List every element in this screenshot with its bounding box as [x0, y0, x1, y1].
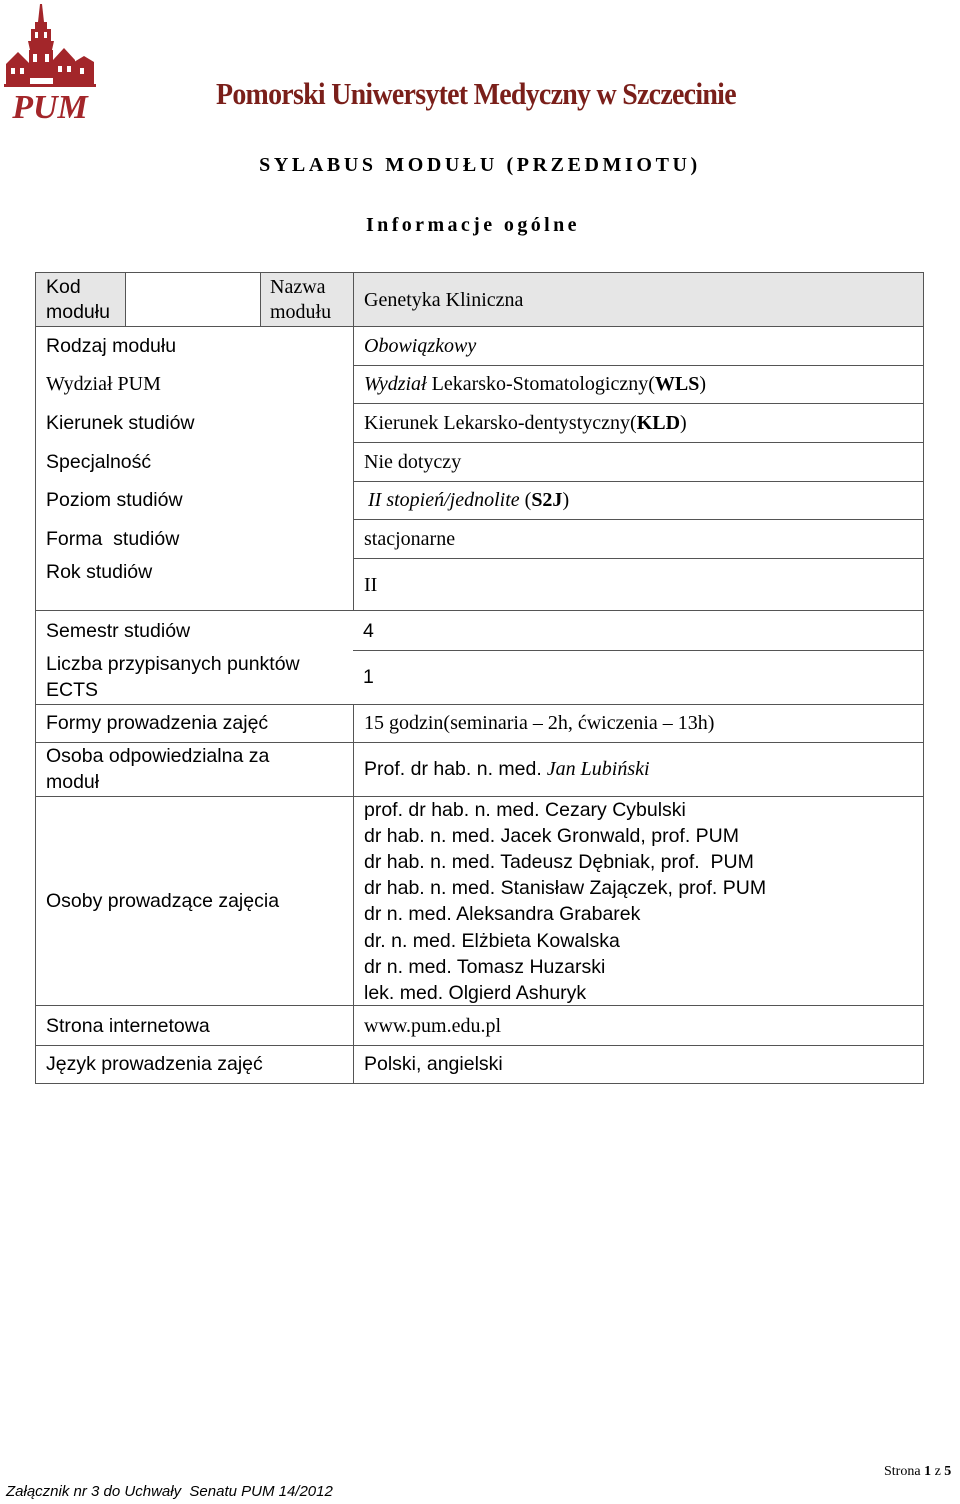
nazwa-modulu-label: Nazwa modułu — [270, 276, 332, 323]
rok-label: Rok studiów — [46, 561, 153, 583]
ects-value: 1 — [363, 666, 374, 688]
semestr-value: 4 — [363, 620, 374, 642]
poziom-value-italic: II stopień/jednolite — [368, 489, 520, 511]
nazwa-modulu-value: Genetyka Kliniczna — [364, 289, 524, 311]
poziom-value-close: ) — [562, 489, 570, 511]
formy-label: Formy prowadzenia zajęć — [46, 712, 269, 734]
wydzial-value-italic: Wydział — [364, 373, 427, 395]
document-title: SYLABUS MODUŁU (PRZEDMIOTU) — [259, 154, 701, 176]
page-mid: z — [931, 1464, 945, 1479]
rodzaj-label: Rodzaj modułu — [46, 335, 177, 357]
kierunek-value-abbr: KLD — [636, 412, 681, 434]
rodzaj-value: Obowiązkowy — [364, 335, 477, 357]
ects-label-line1: Liczba przypisanych punktów — [46, 653, 300, 675]
document-subtitle: Informacje ogólne — [366, 214, 580, 236]
logo-text: PUM — [12, 89, 88, 122]
forma-label: Forma studiów — [46, 528, 180, 550]
poziom-label: Poziom studiów — [46, 489, 183, 511]
prowadzace-item: dr hab. n. med. Stanisław Zajączek, prof. PUM — [364, 877, 767, 899]
footer-attachment-note: Załącznik nr 3 do Uchwały Senatu PUM 14/2012 — [6, 1483, 333, 1500]
osoba-value-prefix: Prof. dr hab. n. med. — [364, 758, 542, 780]
osoba-value-name: Jan Lubiński — [541, 758, 650, 780]
poziom-value-open: ( — [519, 489, 532, 511]
prowadzace-item: prof. dr hab. n. med. Cezary Cybulski — [364, 799, 686, 821]
prowadzace-item: dr hab. n. med. Tadeusz Dębniak, prof. PUM — [364, 851, 754, 873]
page-total: 5 — [944, 1464, 952, 1479]
wydzial-value-close: ) — [699, 373, 707, 395]
wydzial-value-rest: Lekarsko-Stomatologiczny( — [426, 373, 655, 395]
kierunek-value — [364, 410, 687, 436]
ects-label-line2: ECTS — [46, 679, 99, 701]
prowadzace-item: dr hab. n. med. Jacek Gronwald, prof. PUM — [364, 825, 739, 847]
osoba-label-line2: moduł — [46, 771, 100, 793]
kierunek-value-close: ) — [680, 412, 687, 434]
prowadzace-label: Osoby prowadzące zajęcia — [46, 890, 280, 912]
university-name: Pomorski Uniwersytet Medyczny w Szczecinie — [216, 76, 736, 111]
page-number — [884, 1464, 951, 1480]
osoba-value — [364, 756, 650, 782]
forma-value: stacjonarne — [364, 528, 456, 550]
osoba-label-line1: Osoba odpowiedzialna za — [46, 745, 270, 767]
specjalnosc-label: Specjalność — [46, 451, 152, 473]
poziom-value — [368, 487, 569, 513]
page-prefix: Strona — [884, 1464, 925, 1479]
pum-logo — [2, 2, 98, 122]
jezyk-label: Język prowadzenia zajęć — [46, 1053, 263, 1075]
strona-value[interactable]: www.pum.edu.pl — [364, 1015, 502, 1037]
prowadzace-item: lek. med. Olgierd Ashuryk — [364, 982, 587, 1004]
prowadzace-item: dr n. med. Tomasz Huzarski — [364, 956, 606, 978]
page-current: 1 — [924, 1464, 932, 1479]
wydzial-label: Wydział PUM — [46, 373, 161, 395]
kierunek-label: Kierunek studiów — [46, 412, 195, 434]
formy-value: 15 godzin(seminaria – 2h, ćwiczenia – 13h) — [364, 712, 715, 734]
kod-modulu-label: Kod modułu — [46, 276, 110, 323]
prowadzace-item: dr n. med. Aleksandra Grabarek — [364, 903, 641, 925]
prowadzace-item: dr. n. med. Elżbieta Kowalska — [364, 930, 620, 952]
semestr-label: Semestr studiów — [46, 620, 191, 642]
nazwa-cell-shade — [260, 273, 923, 326]
poziom-value-abbr: S2J — [531, 489, 563, 511]
rok-value: II — [364, 574, 378, 596]
strona-label: Strona internetowa — [46, 1015, 210, 1037]
wydzial-value — [364, 371, 706, 397]
specjalnosc-value: Nie dotyczy — [364, 451, 462, 473]
kierunek-value-rest: Kierunek Lekarsko-dentystyczny( — [364, 412, 637, 434]
jezyk-value: Polski, angielski — [364, 1053, 503, 1075]
wydzial-value-abbr: WLS — [654, 373, 700, 395]
